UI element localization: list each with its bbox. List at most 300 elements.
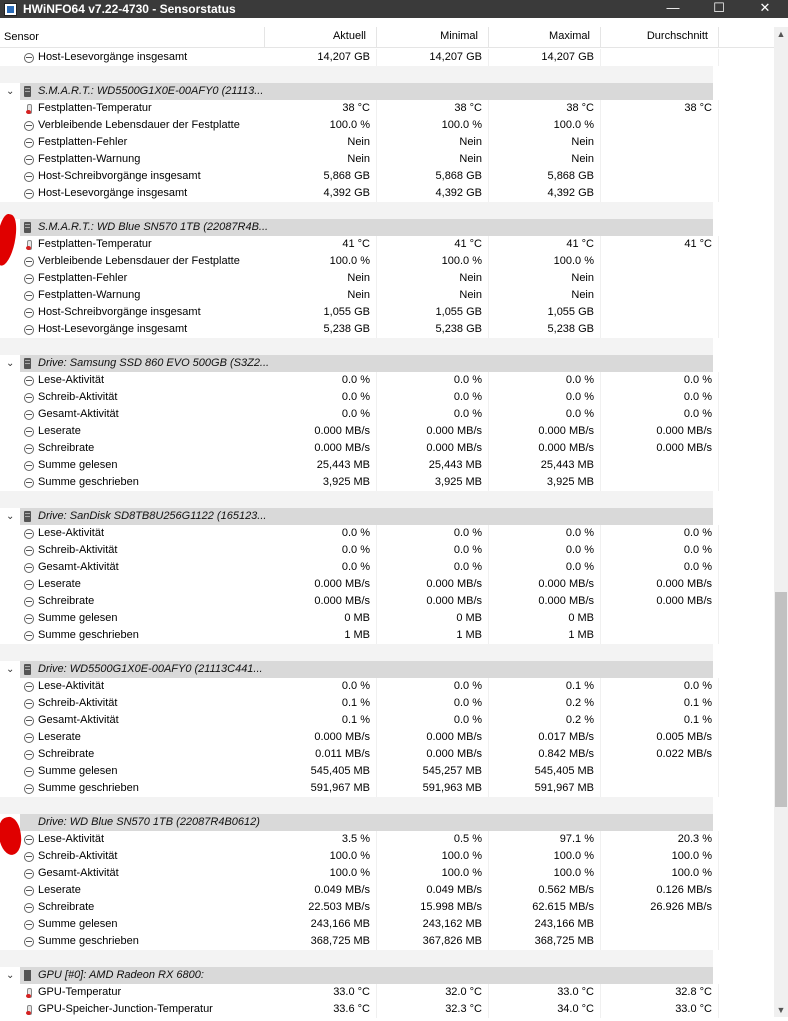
value-min: 0.000 MB/s xyxy=(377,576,489,593)
value-min: Nein xyxy=(377,270,489,287)
value-max: 0.0 % xyxy=(489,559,601,576)
value-min: 25,443 MB xyxy=(377,457,489,474)
value-current: 0.0 % xyxy=(265,678,377,695)
value-avg: 0.0 % xyxy=(601,406,719,423)
clock-icon xyxy=(24,257,34,267)
chevron-down-icon[interactable]: ⌄ xyxy=(6,358,15,369)
sensor-row[interactable] xyxy=(0,321,774,338)
value-min: 15.998 MB/s xyxy=(377,899,489,916)
value-max: 97.1 % xyxy=(489,831,601,848)
sensor-name-cell xyxy=(0,848,265,865)
clock-icon xyxy=(24,750,34,760)
clock-icon xyxy=(24,308,34,318)
sensor-label: Schreibrate xyxy=(38,442,95,454)
sensor-name-cell xyxy=(0,389,265,406)
scrollbar-thumb[interactable] xyxy=(775,592,787,807)
group-label: S.M.A.R.T.: WD Blue SN570 1TB (22087R4B... xyxy=(38,221,269,233)
value-current: 0.011 MB/s xyxy=(265,746,377,763)
value-avg xyxy=(601,134,719,151)
value-min: 3,925 MB xyxy=(377,474,489,491)
value-min: 0.0 % xyxy=(377,389,489,406)
sensor-name-cell xyxy=(0,423,265,440)
value-avg: 0.0 % xyxy=(601,525,719,542)
chevron-down-icon[interactable]: ⌄ xyxy=(6,86,15,97)
spacer-fill xyxy=(0,491,713,508)
sensor-row[interactable] xyxy=(0,848,774,865)
value-avg: 33.0 °C xyxy=(601,1001,719,1018)
sensor-row[interactable] xyxy=(0,151,774,168)
value-max: 368,725 MB xyxy=(489,933,601,950)
value-current: 545,405 MB xyxy=(265,763,377,780)
clock-icon xyxy=(24,291,34,301)
value-current: 0.0 % xyxy=(265,389,377,406)
value-current: 100.0 % xyxy=(265,253,377,270)
thermometer-icon xyxy=(24,104,34,114)
scroll-up-arrow-icon[interactable]: ▲ xyxy=(776,29,786,39)
value-avg xyxy=(601,610,719,627)
sensor-label: Summe gelesen xyxy=(38,612,118,624)
sensor-label: Festplatten-Warnung xyxy=(38,289,141,301)
value-avg xyxy=(601,151,719,168)
value-min: 41 °C xyxy=(377,236,489,253)
group-label: Drive: Samsung SSD 860 EVO 500GB (S3Z2... xyxy=(38,357,270,369)
sensor-row[interactable] xyxy=(0,270,774,287)
sensor-row[interactable] xyxy=(0,457,774,474)
drive-icon xyxy=(24,511,31,522)
value-avg xyxy=(601,270,719,287)
sensor-row[interactable] xyxy=(0,712,774,729)
value-min: 0.000 MB/s xyxy=(377,593,489,610)
value-min: 32.0 °C xyxy=(377,984,489,1001)
value-max: Nein xyxy=(489,270,601,287)
value-max: 0.017 MB/s xyxy=(489,729,601,746)
sensor-row[interactable] xyxy=(0,865,774,882)
value-current: Nein xyxy=(265,134,377,151)
clock-icon xyxy=(24,835,34,845)
value-min: 38 °C xyxy=(377,100,489,117)
value-avg: 0.1 % xyxy=(601,695,719,712)
sensor-name-cell xyxy=(0,253,265,270)
value-min: 1,055 GB xyxy=(377,304,489,321)
value-current: 243,166 MB xyxy=(265,916,377,933)
value-max: 38 °C xyxy=(489,100,601,117)
sensor-label: Schreib-Aktivität xyxy=(38,544,118,556)
sensor-row[interactable] xyxy=(0,474,774,491)
sensor-table xyxy=(0,49,774,1018)
spacer-fill xyxy=(0,950,713,967)
value-min: 100.0 % xyxy=(377,865,489,882)
value-max: 62.615 MB/s xyxy=(489,899,601,916)
sensor-row[interactable] xyxy=(0,440,774,457)
value-max: 0.0 % xyxy=(489,525,601,542)
sensor-name-cell xyxy=(0,763,265,780)
sensor-name-cell xyxy=(0,984,265,1001)
sensor-name-cell xyxy=(0,525,265,542)
value-min: 0.0 % xyxy=(377,406,489,423)
sensor-row[interactable] xyxy=(0,882,774,899)
close-button[interactable]: ✕ xyxy=(759,0,771,15)
window-title: HWiNFO64 v7.22-4730 - Sensorstatus xyxy=(23,2,236,16)
sensor-label: Host-Lesevorgänge insgesamt xyxy=(38,323,188,335)
sensor-label: Schreibrate xyxy=(38,748,95,760)
clock-icon xyxy=(24,886,34,896)
value-min: 0.0 % xyxy=(377,542,489,559)
sensor-name-cell xyxy=(0,678,265,695)
sensor-name-cell xyxy=(0,610,265,627)
value-avg: 0.000 MB/s xyxy=(601,440,719,457)
value-max: 1,055 GB xyxy=(489,304,601,321)
sensor-name-cell xyxy=(0,831,265,848)
sensor-row[interactable] xyxy=(0,168,774,185)
clock-icon xyxy=(24,325,34,335)
value-avg xyxy=(601,627,719,644)
sensor-name-cell xyxy=(0,627,265,644)
value-current: 100.0 % xyxy=(265,865,377,882)
value-avg: 32.8 °C xyxy=(601,984,719,1001)
sensor-label: Host-Schreibvorgänge insgesamt xyxy=(38,170,201,182)
value-current: 0.1 % xyxy=(265,695,377,712)
sensor-label: Gesamt-Aktivität xyxy=(38,561,119,573)
sensor-name-cell xyxy=(0,372,265,389)
value-current: 0.000 MB/s xyxy=(265,593,377,610)
value-current: 3.5 % xyxy=(265,831,377,848)
sensor-name-cell xyxy=(0,746,265,763)
clock-icon xyxy=(24,189,34,199)
value-max: 0.842 MB/s xyxy=(489,746,601,763)
sensor-label: Host-Lesevorgänge insgesamt xyxy=(38,51,188,63)
value-avg: 0.0 % xyxy=(601,678,719,695)
value-avg xyxy=(601,474,719,491)
value-max: 0.2 % xyxy=(489,712,601,729)
sensor-row[interactable] xyxy=(0,253,774,270)
sensor-label: Summe gelesen xyxy=(38,918,118,930)
value-min: 0.0 % xyxy=(377,559,489,576)
sensor-row[interactable] xyxy=(0,423,774,440)
value-min: 0 MB xyxy=(377,610,489,627)
sensor-row[interactable] xyxy=(0,304,774,321)
clock-icon xyxy=(24,546,34,556)
sensor-row[interactable] xyxy=(0,695,774,712)
sensor-name-cell xyxy=(0,933,265,950)
value-avg: 0.022 MB/s xyxy=(601,746,719,763)
column-header-durchschnitt[interactable]: Durchschnitt xyxy=(601,27,719,48)
sensor-label: Leserate xyxy=(38,731,81,743)
sensor-row[interactable] xyxy=(0,525,774,542)
spacer-row xyxy=(0,66,774,83)
sensor-name-cell xyxy=(0,542,265,559)
value-max: 0.0 % xyxy=(489,542,601,559)
value-min: 5,238 GB xyxy=(377,321,489,338)
sensor-name-cell xyxy=(0,916,265,933)
sensor-row[interactable] xyxy=(0,933,774,950)
column-header-sensor[interactable]: Sensor xyxy=(0,27,265,48)
sensor-label: GPU-Temperatur xyxy=(38,986,122,998)
sensor-label: Verbleibende Lebensdauer der Festplatte xyxy=(38,119,240,131)
clock-icon xyxy=(24,121,34,131)
value-current: 25,443 MB xyxy=(265,457,377,474)
value-current: 0.0 % xyxy=(265,525,377,542)
value-avg: 0.0 % xyxy=(601,542,719,559)
sensor-row[interactable] xyxy=(0,899,774,916)
maximize-button[interactable]: ☐ xyxy=(713,0,725,15)
sensor-row[interactable] xyxy=(0,100,774,117)
sensor-name-cell xyxy=(0,695,265,712)
value-current: 100.0 % xyxy=(265,117,377,134)
sensor-label: Summe geschrieben xyxy=(38,935,139,947)
spacer-row xyxy=(0,644,774,661)
spacer-fill xyxy=(0,338,713,355)
value-min: 545,257 MB xyxy=(377,763,489,780)
sensor-row[interactable] xyxy=(0,134,774,151)
group-label: GPU [#0]: AMD Radeon RX 6800: xyxy=(38,969,204,981)
sensor-row[interactable] xyxy=(0,372,774,389)
clock-icon xyxy=(24,784,34,794)
value-max: 545,405 MB xyxy=(489,763,601,780)
value-current: 4,392 GB xyxy=(265,185,377,202)
sensor-row[interactable] xyxy=(0,984,774,1001)
chevron-down-icon[interactable]: ⌄ xyxy=(6,970,15,981)
value-avg: 0.000 MB/s xyxy=(601,576,719,593)
sensor-label: Lese-Aktivität xyxy=(38,374,105,386)
column-header-maximal[interactable]: Maximal xyxy=(489,27,601,48)
sensor-label: Summe geschrieben xyxy=(38,629,139,641)
sensor-row[interactable] xyxy=(0,185,774,202)
chevron-down-icon[interactable]: ⌄ xyxy=(6,511,15,522)
column-header-minimal[interactable]: Minimal xyxy=(377,27,489,48)
sensor-name-cell xyxy=(0,117,265,134)
clock-icon xyxy=(24,699,34,709)
value-min: 0.0 % xyxy=(377,712,489,729)
sensor-row[interactable] xyxy=(0,1001,774,1018)
value-min: 32.3 °C xyxy=(377,1001,489,1018)
sensor-name-cell xyxy=(0,185,265,202)
sensor-label: Summe geschrieben xyxy=(38,782,139,794)
drive-icon xyxy=(24,86,31,97)
value-max: 33.0 °C xyxy=(489,984,601,1001)
sensor-group-header[interactable] xyxy=(0,967,774,984)
value-avg: 26.926 MB/s xyxy=(601,899,719,916)
group-label: S.M.A.R.T.: WD5500G1X0E-00AFY0 (21113... xyxy=(38,85,264,97)
sensor-name-cell xyxy=(0,457,265,474)
value-current: 0.0 % xyxy=(265,372,377,389)
sensor-name-cell xyxy=(0,49,265,66)
sensor-label: Leserate xyxy=(38,884,81,896)
value-max: 0.0 % xyxy=(489,372,601,389)
value-max: 0.000 MB/s xyxy=(489,440,601,457)
value-avg: 100.0 % xyxy=(601,865,719,882)
value-min: 0.0 % xyxy=(377,525,489,542)
sensor-row[interactable] xyxy=(0,406,774,423)
sensor-label: Lese-Aktivität xyxy=(38,680,105,692)
spacer-row xyxy=(0,950,774,967)
value-avg xyxy=(601,185,719,202)
value-current: Nein xyxy=(265,151,377,168)
value-avg xyxy=(601,117,719,134)
value-avg: 0.000 MB/s xyxy=(601,423,719,440)
value-current: 41 °C xyxy=(265,236,377,253)
sensor-row[interactable] xyxy=(0,729,774,746)
value-avg: 0.1 % xyxy=(601,712,719,729)
sensor-group-header[interactable] xyxy=(0,219,774,236)
value-min: 591,963 MB xyxy=(377,780,489,797)
sensor-row[interactable] xyxy=(0,389,774,406)
value-current: 0.000 MB/s xyxy=(265,729,377,746)
sensor-label: Gesamt-Aktivität xyxy=(38,408,119,420)
sensor-label: Verbleibende Lebensdauer der Festplatte xyxy=(38,255,240,267)
value-min: Nein xyxy=(377,134,489,151)
value-avg: 100.0 % xyxy=(601,848,719,865)
drive-icon xyxy=(24,222,31,233)
clock-icon xyxy=(24,155,34,165)
sensor-label: Gesamt-Aktivität xyxy=(38,714,119,726)
clock-icon xyxy=(24,631,34,641)
sensor-label: Lese-Aktivität xyxy=(38,833,105,845)
clock-icon xyxy=(24,53,34,63)
sensor-name-cell xyxy=(0,593,265,610)
value-avg xyxy=(601,287,719,304)
sensor-group-header[interactable] xyxy=(0,508,774,525)
sensor-row[interactable] xyxy=(0,610,774,627)
value-avg: 41 °C xyxy=(601,236,719,253)
value-current: 38 °C xyxy=(265,100,377,117)
sensor-name-cell xyxy=(0,134,265,151)
sensor-row[interactable] xyxy=(0,780,774,797)
value-current: 5,238 GB xyxy=(265,321,377,338)
clock-icon xyxy=(24,920,34,930)
value-avg xyxy=(601,916,719,933)
scroll-down-arrow-icon[interactable]: ▼ xyxy=(776,1005,786,1015)
value-max: 0.0 % xyxy=(489,389,601,406)
value-max: 25,443 MB xyxy=(489,457,601,474)
chevron-down-icon[interactable]: ⌄ xyxy=(6,664,15,675)
value-min: 100.0 % xyxy=(377,117,489,134)
value-avg xyxy=(601,763,719,780)
sensor-label: Leserate xyxy=(38,425,81,437)
sensor-label: Festplatten-Warnung xyxy=(38,153,141,165)
value-avg: 0.005 MB/s xyxy=(601,729,719,746)
sensor-name-cell xyxy=(0,321,265,338)
value-current: 22.503 MB/s xyxy=(265,899,377,916)
value-current: 591,967 MB xyxy=(265,780,377,797)
value-current: 0.000 MB/s xyxy=(265,440,377,457)
sensor-row[interactable] xyxy=(0,627,774,644)
sensor-name-cell xyxy=(0,304,265,321)
sensor-row[interactable] xyxy=(0,559,774,576)
value-current: 368,725 MB xyxy=(265,933,377,950)
clock-icon xyxy=(24,461,34,471)
sensor-name-cell xyxy=(0,236,265,253)
sensor-row[interactable] xyxy=(0,678,774,695)
sensor-label: GPU-Speicher-Junction-Temperatur xyxy=(38,1003,213,1015)
sensor-label: Schreibrate xyxy=(38,595,95,607)
value-max: 0.000 MB/s xyxy=(489,423,601,440)
group-label: Drive: WD5500G1X0E-00AFY0 (21113C441... xyxy=(38,663,263,675)
sensor-row[interactable] xyxy=(0,746,774,763)
value-max: 0.562 MB/s xyxy=(489,882,601,899)
sensor-name-cell xyxy=(0,1001,265,1018)
sensor-label: Lese-Aktivität xyxy=(38,527,105,539)
clock-icon xyxy=(24,376,34,386)
sensor-label: Festplatten-Fehler xyxy=(38,136,128,148)
sensor-row[interactable] xyxy=(0,117,774,134)
hwinfo-app-icon xyxy=(4,3,17,16)
column-header xyxy=(0,27,774,48)
column-header-aktuell[interactable]: Aktuell xyxy=(265,27,377,48)
value-max: 0.000 MB/s xyxy=(489,593,601,610)
value-max: Nein xyxy=(489,287,601,304)
value-avg xyxy=(601,304,719,321)
vertical-scrollbar[interactable] xyxy=(774,27,788,1017)
value-current: Nein xyxy=(265,287,377,304)
clock-icon xyxy=(24,478,34,488)
sensor-row[interactable] xyxy=(0,763,774,780)
sensor-group-header[interactable] xyxy=(0,83,774,100)
clock-icon xyxy=(24,937,34,947)
value-max: 1 MB xyxy=(489,627,601,644)
spacer-fill xyxy=(0,644,713,661)
sensor-row[interactable] xyxy=(0,593,774,610)
sensor-row[interactable] xyxy=(0,576,774,593)
value-max: 34.0 °C xyxy=(489,1001,601,1018)
sensor-name-cell xyxy=(0,576,265,593)
clock-icon xyxy=(24,427,34,437)
sensor-row[interactable] xyxy=(0,831,774,848)
value-min: 1 MB xyxy=(377,627,489,644)
sensor-name-cell xyxy=(0,100,265,117)
clock-icon xyxy=(24,274,34,284)
sensor-row[interactable] xyxy=(0,916,774,933)
spacer-row xyxy=(0,338,774,355)
clock-icon xyxy=(24,597,34,607)
value-current: 3,925 MB xyxy=(265,474,377,491)
value-min: 14,207 GB xyxy=(377,49,489,66)
sensor-name-cell xyxy=(0,729,265,746)
sensor-group-header[interactable] xyxy=(0,355,774,372)
value-current: 0.0 % xyxy=(265,559,377,576)
sensor-name-cell xyxy=(0,440,265,457)
value-max: 3,925 MB xyxy=(489,474,601,491)
value-avg xyxy=(601,321,719,338)
sensor-group-header[interactable] xyxy=(0,661,774,678)
sensor-label: Festplatten-Fehler xyxy=(38,272,128,284)
minimize-button[interactable]: — xyxy=(666,0,680,15)
value-max: 100.0 % xyxy=(489,865,601,882)
clock-icon xyxy=(24,682,34,692)
sensor-group-header[interactable] xyxy=(0,814,774,831)
spacer-fill xyxy=(0,797,713,814)
clock-icon xyxy=(24,869,34,879)
clock-icon xyxy=(24,410,34,420)
sensor-label: Host-Schreibvorgänge insgesamt xyxy=(38,306,201,318)
sensor-row[interactable] xyxy=(0,49,774,66)
sensor-row[interactable] xyxy=(0,542,774,559)
value-current: 0.049 MB/s xyxy=(265,882,377,899)
value-current: 33.6 °C xyxy=(265,1001,377,1018)
value-min: 0.0 % xyxy=(377,678,489,695)
clock-icon xyxy=(24,852,34,862)
sensor-row[interactable] xyxy=(0,236,774,253)
drive-icon xyxy=(24,664,31,675)
sensor-row[interactable] xyxy=(0,287,774,304)
thermometer-icon xyxy=(24,1005,34,1015)
sensor-label: Summe geschrieben xyxy=(38,476,139,488)
sensor-name-cell xyxy=(0,780,265,797)
sensor-label: Summe gelesen xyxy=(38,459,118,471)
value-max: 591,967 MB xyxy=(489,780,601,797)
value-current: Nein xyxy=(265,270,377,287)
sensor-label: Schreib-Aktivität xyxy=(38,850,118,862)
sensor-label: Festplatten-Temperatur xyxy=(38,238,152,250)
